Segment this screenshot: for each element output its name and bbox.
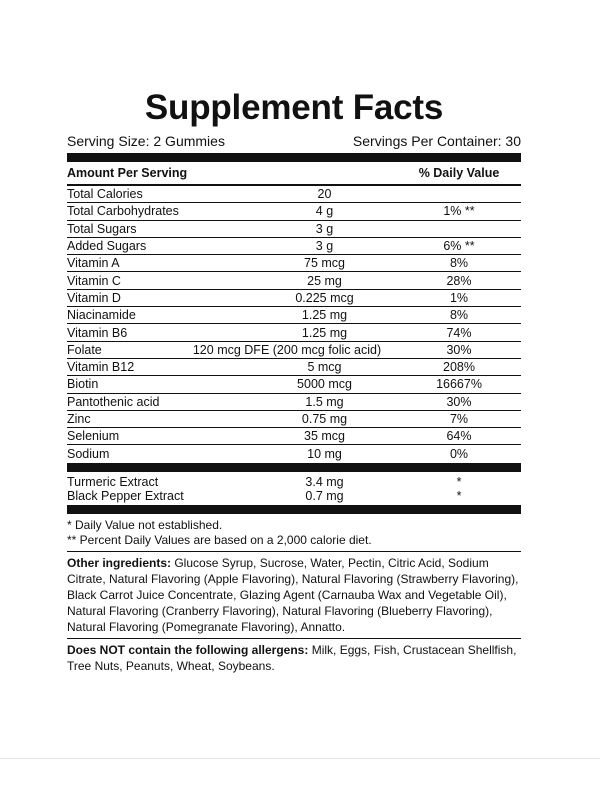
nutrient-amount: 120 mcg DFE (200 mcg folic acid)	[192, 342, 382, 357]
serving-info	[67, 132, 521, 150]
table-header	[67, 162, 521, 184]
supplement-facts-panel	[67, 88, 521, 677]
nutrient-name: Niacinamide	[67, 308, 136, 323]
servings-per-container: Servings Per Container: 30	[352, 133, 521, 149]
allergen-text: Milk, Eggs, Fish, Crustacean Shellfish, Tree Nuts, Peanuts, Wheat, Soybeans.	[67, 642, 517, 673]
nutrient-row	[67, 221, 521, 238]
nutrient-row	[67, 307, 521, 324]
nutrient-row	[67, 342, 521, 359]
nutrient-name: Sodium	[67, 446, 110, 461]
nutrient-amount: 0.225 mcg	[295, 290, 354, 305]
extract-name: Black Pepper Extract	[67, 488, 184, 503]
nutrient-name: Selenium	[67, 429, 120, 444]
nutrient-amount: 3 g	[315, 239, 334, 254]
nutrient-amount: 1.5 mg	[305, 394, 344, 409]
thick-divider	[67, 463, 521, 472]
nutrient-name: Vitamin A	[67, 256, 120, 271]
nutrient-name: Vitamin B12	[67, 360, 135, 375]
nutrient-row	[67, 376, 521, 393]
allergen-label: Does NOT contain the following allergens:	[67, 642, 309, 657]
nutrient-amount: 5000 mcg	[297, 377, 352, 392]
nutrient-name: Vitamin B6	[67, 325, 128, 340]
nutrient-name: Vitamin C	[67, 273, 121, 288]
nutrient-row	[67, 186, 521, 203]
nutrient-name: Total Sugars	[67, 221, 137, 236]
nutrient-amount: 1.25 mg	[301, 308, 348, 323]
nutrient-table	[67, 186, 521, 462]
nutrient-amount: 35 mcg	[304, 429, 345, 444]
extract-row	[67, 475, 521, 489]
nutrient-daily-value: 30%	[446, 342, 472, 357]
allergen-statement	[67, 639, 521, 677]
extract-amount: 3.4 mg	[305, 474, 344, 489]
page-bottom-divider	[0, 758, 600, 759]
nutrient-daily-value: 28%	[446, 273, 472, 288]
nutrient-daily-value: 8%	[449, 308, 469, 323]
nutrient-name: Total Carbohydrates	[67, 204, 179, 219]
nutrient-row	[67, 272, 521, 289]
nutrient-daily-value: 208%	[443, 360, 475, 375]
extract-daily-value: *	[456, 488, 462, 503]
other-ingredients-text: Glucose Syrup, Sucrose, Water, Pectin, Citric Acid, Sodium Citrate, Natural Flavoring (Apple Flavoring), Natural Flavoring (Strawberry Flavoring), Black Carrot Juice Concentrate, Glazing Agent (Carnauba Wax and Vegetable Oil), Natural Flavoring (Cranberry Flavoring), Natural Flavoring (Blueberry Flavoring), Natural Flavoring (Pomegranate Flavoring), Annatto.	[67, 555, 519, 634]
nutrient-name: Folate	[67, 342, 102, 357]
nutrient-amount: 1.25 mg	[301, 325, 348, 340]
footnote-percent-daily: ** Percent Daily Values are based on a 2,000 calorie diet.	[67, 532, 372, 547]
nutrient-row	[67, 290, 521, 307]
nutrient-name: Vitamin D	[67, 290, 121, 305]
nutrient-row	[67, 394, 521, 411]
nutrient-amount: 5 mcg	[307, 360, 342, 375]
nutrient-daily-value: 30%	[446, 394, 472, 409]
amount-per-serving-header: Amount Per Serving	[67, 166, 188, 180]
nutrient-name: Total Calories	[67, 187, 143, 202]
nutrient-name: Biotin	[67, 377, 99, 392]
nutrient-daily-value: 1%	[449, 290, 469, 305]
thick-divider	[67, 505, 521, 514]
extract-table	[67, 472, 521, 505]
footnotes	[67, 514, 521, 551]
nutrient-row	[67, 359, 521, 376]
nutrient-row	[67, 445, 521, 461]
nutrient-amount: 10 mg	[307, 446, 342, 461]
nutrient-name: Added Sugars	[67, 239, 147, 254]
nutrient-row	[67, 238, 521, 255]
nutrient-row	[67, 203, 521, 220]
nutrient-name: Pantothenic acid	[67, 394, 160, 409]
serving-size: Serving Size: 2 Gummies	[67, 133, 225, 149]
nutrient-amount: 0.75 mg	[301, 412, 348, 426]
nutrient-row	[67, 428, 521, 445]
nutrient-row	[67, 411, 521, 428]
nutrient-row	[67, 255, 521, 272]
extract-name: Turmeric Extract	[67, 474, 159, 489]
extract-daily-value: *	[456, 474, 462, 489]
nutrient-amount: 3 g	[315, 221, 334, 236]
nutrient-amount: 75 mcg	[304, 256, 345, 271]
nutrient-daily-value: 1% **	[443, 204, 475, 219]
footnote-daily-value: * Daily Value not established.	[67, 517, 223, 532]
nutrient-daily-value: 6% **	[443, 239, 475, 254]
panel-title: Supplement Facts	[144, 88, 444, 127]
other-ingredients-label: Other ingredients:	[67, 555, 172, 570]
other-ingredients	[67, 552, 521, 638]
nutrient-row	[67, 324, 521, 341]
nutrient-amount: 4 g	[315, 204, 334, 219]
nutrient-daily-value: 0%	[449, 446, 469, 461]
nutrient-amount: 20	[317, 187, 332, 202]
daily-value-header: % Daily Value	[418, 166, 500, 180]
nutrient-daily-value: 16667%	[436, 377, 482, 392]
nutrient-name: Zinc	[67, 412, 91, 426]
nutrient-daily-value: 74%	[446, 325, 472, 340]
nutrient-daily-value: 7%	[449, 412, 469, 426]
extract-row	[67, 489, 521, 503]
nutrient-daily-value: 64%	[446, 429, 472, 444]
nutrient-daily-value: 8%	[449, 256, 469, 271]
thick-divider	[67, 153, 521, 162]
extract-amount: 0.7 mg	[305, 488, 344, 503]
nutrient-amount: 25 mg	[307, 273, 342, 288]
